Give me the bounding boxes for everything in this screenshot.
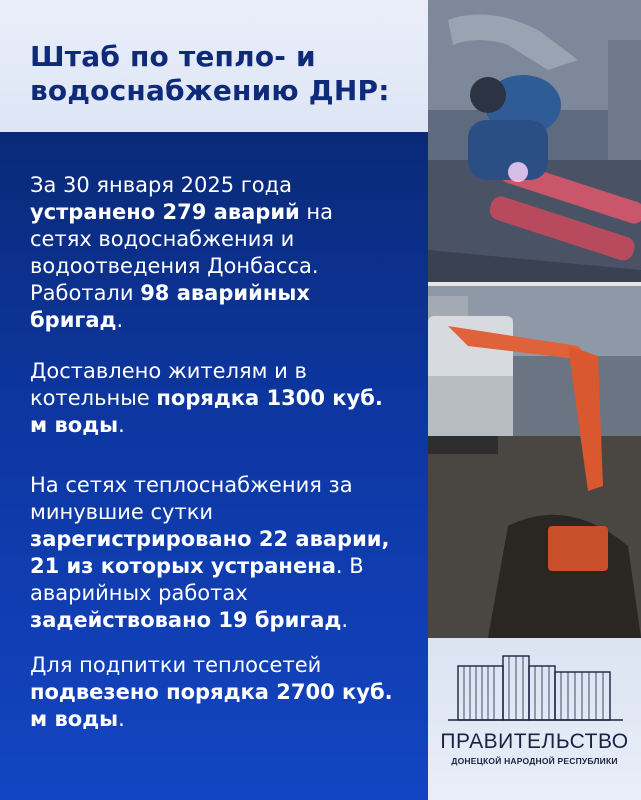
title-line-1: Штаб по тепло- и xyxy=(30,40,316,73)
paragraph-text: Доставлено жителям и в котельные xyxy=(30,359,307,410)
highlight-text: устранено 279 аварий xyxy=(30,200,300,224)
paragraph-heating-accidents xyxy=(30,472,400,634)
paragraph-heating-water xyxy=(30,652,400,733)
paragraph-text: на сетях водоснабжения и водоотведения Донбасса. Работали xyxy=(30,200,334,305)
highlight-text: порядка 1300 куб. м воды xyxy=(30,386,383,437)
photo-excavator xyxy=(428,286,641,638)
paragraph-text: Для подпитки теплосетей xyxy=(30,653,322,677)
paragraph-water-delivery xyxy=(30,358,400,439)
logo-title: ПРАВИТЕЛЬСТВО xyxy=(440,730,629,753)
highlight-text: подвезено порядка 2700 куб. м воды xyxy=(30,680,393,731)
government-logo-block xyxy=(428,638,641,800)
highlight-text: 98 аварийных бригад xyxy=(30,281,310,332)
photo-welder-image xyxy=(428,0,641,282)
photo-excavator-image xyxy=(428,286,641,638)
header-panel xyxy=(0,0,428,132)
paragraph-text: . В аварийных работах xyxy=(30,554,364,605)
title-line-2: водоснабжению ДНР: xyxy=(30,74,390,107)
page-title xyxy=(30,40,420,108)
paragraph-text: За 30 января 2025 года xyxy=(30,173,293,197)
government-building-icon xyxy=(428,638,641,730)
paragraph-water-accidents xyxy=(30,172,400,334)
highlight-text: задействовано 19 бригад xyxy=(30,608,342,632)
paragraph-text: На сетях теплоснабжения за минувшие сутки xyxy=(30,473,353,524)
paragraph-text: . xyxy=(118,707,125,731)
paragraph-text: . xyxy=(118,413,125,437)
photo-welder xyxy=(428,0,641,282)
logo-subtitle: ДОНЕЦКОЙ НАРОДНОЙ РЕСПУБЛИКИ xyxy=(451,756,618,766)
highlight-text: зарегистрировано 22 аварии, 21 из которых устранена xyxy=(30,527,390,578)
paragraph-text: . xyxy=(116,308,124,332)
paragraph-text: . xyxy=(341,608,349,632)
content-panel xyxy=(0,132,428,800)
